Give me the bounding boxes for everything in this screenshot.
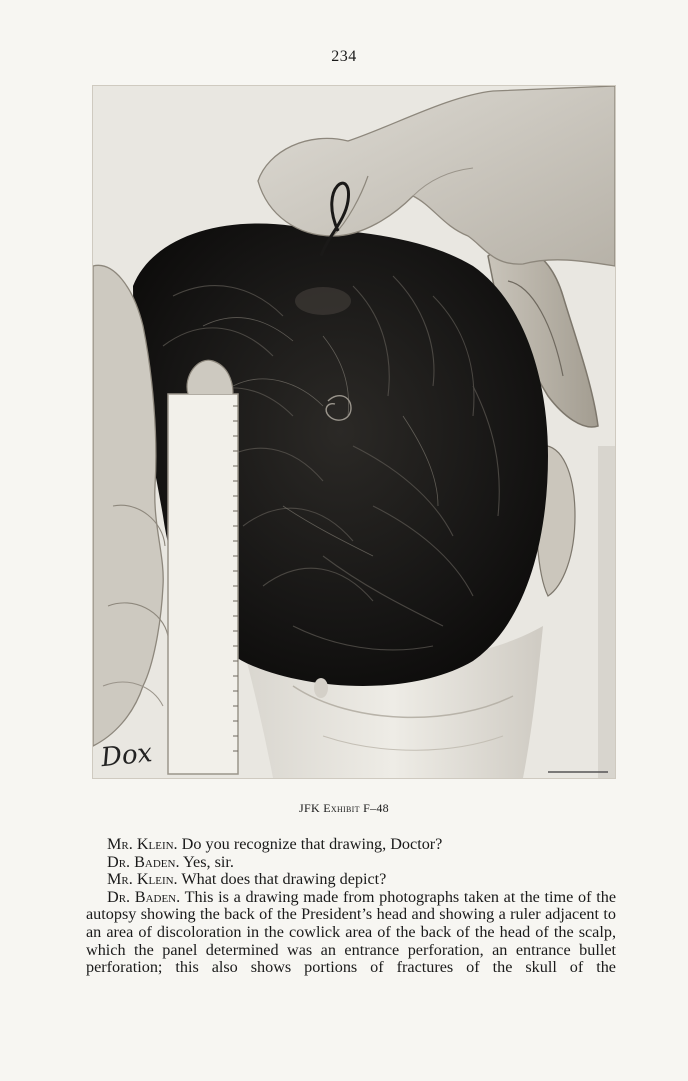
figure-caption [0,801,688,816]
ruler-illustration [168,360,238,774]
artist-signature: Dox [99,738,154,774]
testimony-paragraph [86,889,616,977]
speech-text: Yes, sir. [179,852,234,871]
speech-text: What does that drawing depict? [177,870,387,889]
speaker-name: Mr. Klein. [107,870,178,889]
speech-text: Do you recognize that drawing, Doctor? [177,835,443,853]
testimony-text [86,836,616,977]
testimony-paragraph [86,871,616,889]
caption-suffix: F–48 [359,801,389,815]
caption-label: Exhibit [323,801,360,815]
speaker-name: Dr. Baden. [107,887,181,906]
testimony-paragraph [86,836,616,854]
page-number: 234 [331,48,357,65]
caption-prefix: JFK [299,801,324,815]
speech-text: This is a drawing made from photographs taken at the time of the autopsy showing the back of the President’s head and showing a ruler adjacent to an area of discoloration in the cowlick area of the back of the head of the scalp, which the panel determined was an entrance perforation, an entrance bullet perforation; this also shows portions of fractures of the skull of the [86,887,617,977]
speaker-name: Dr. Baden. [107,852,180,871]
testimony-paragraph [86,854,616,872]
exhibit-drawing [93,86,615,778]
speaker-name: Mr. Klein. [107,835,178,853]
